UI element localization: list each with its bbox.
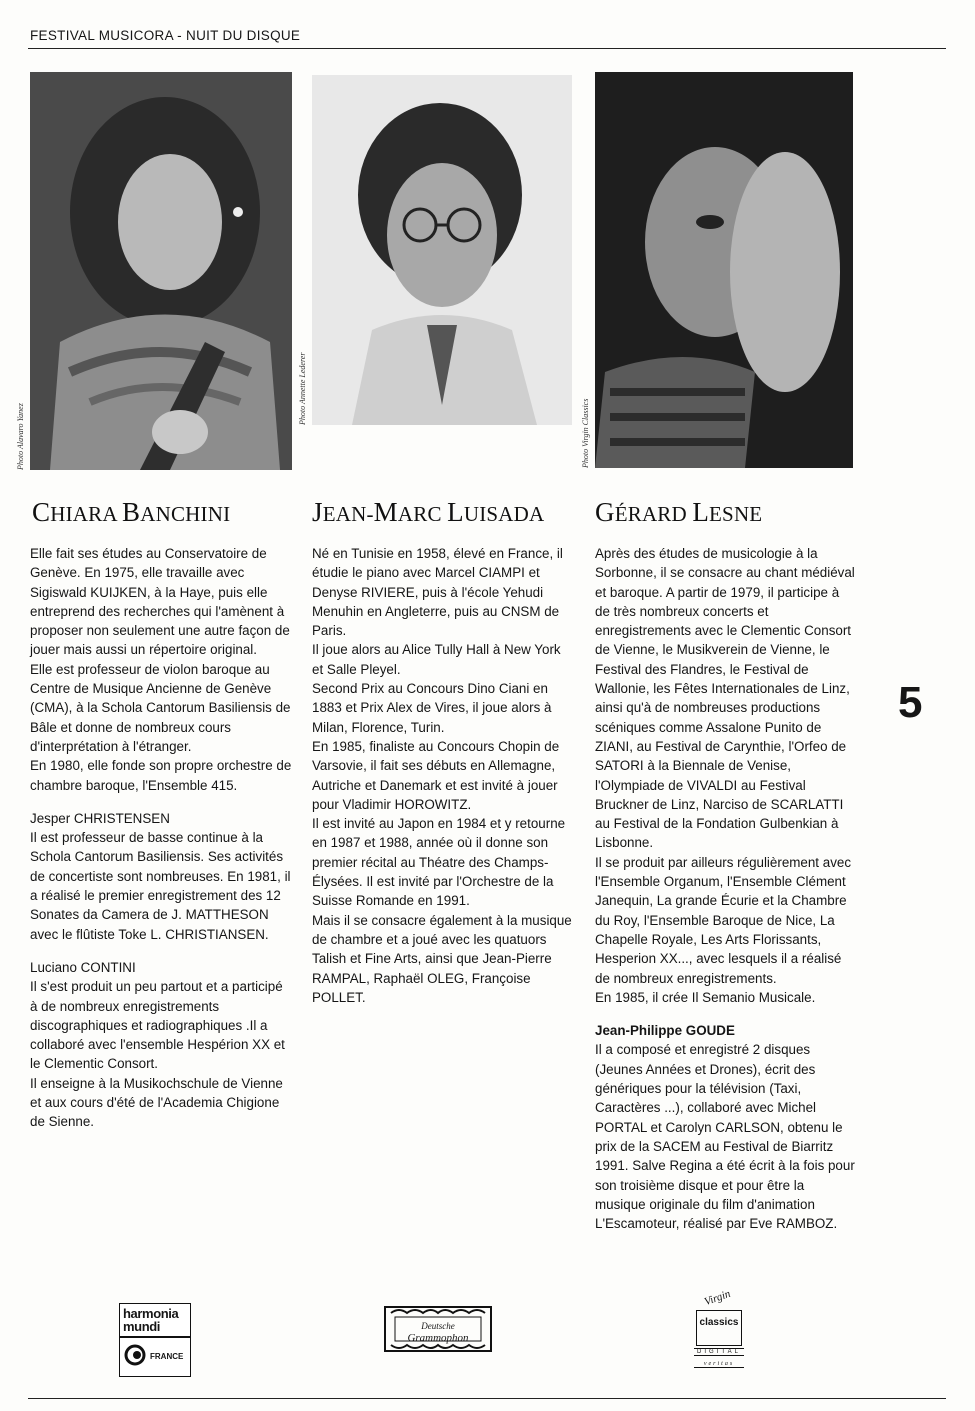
deutsche-grammophon-logo — [379, 1299, 497, 1359]
name-rest: EAN- — [322, 502, 374, 526]
artist-name-gerard-lesne — [595, 497, 762, 528]
bio-column-3 — [595, 544, 857, 1233]
photo-jean-marc-luisada — [312, 75, 572, 425]
photo-credit-1: Photo Alavaro Yanez — [16, 403, 25, 470]
logo-text: FRANCE — [150, 1352, 184, 1361]
name-cap: B — [122, 497, 141, 527]
bio-paragraph: Mais il se consacre également à la musique de chambre et a joué avec les quatuors Talish et Fine Arts, ainsi que Jean-Pierre RAMPAL, Raphaël OLEG, Françoise POLLET. — [312, 912, 572, 1005]
bio-paragraph: En 1980, elle fonde son propre orchestre de chambre baroque, l'Ensemble 415. — [30, 758, 292, 793]
portrait-woman-violin-icon — [30, 72, 292, 470]
bio-paragraph: Second Prix au Concours Dino Ciani en 1883 et Prix Alex de Vires, il joue alors à Milan, Florence, Turin. — [312, 681, 552, 735]
name-cap: L — [447, 497, 464, 527]
portrait-man-hand-icon — [595, 72, 853, 468]
name-cap: C — [32, 497, 51, 527]
artist-name-jean-marc-luisada — [312, 497, 544, 528]
harmonia-swirl-icon — [124, 1344, 146, 1366]
harmonia-mundi-logo — [119, 1303, 191, 1377]
bio-paragraph: Il s'est produit un peu partout et a participé à de nombreux enregistrements discographiques et radiographiques .Il a collaboré avec l'ensemble Hespérion XX et le Clementic Consort. — [30, 979, 285, 1072]
bio-paragraph: Elle fait ses études au Conservatoire de Genève. En 1975, elle travaille avec Sigiswald KUIJKEN, à la Haye, puis elle entreprend des recherches qui l'amènent à proposer non seulement une autre façon de jouer mais aussi un répertoire original. — [30, 546, 290, 658]
name-rest: ÉRARD — [614, 502, 693, 526]
name-cap: L — [692, 497, 710, 527]
bio-column-1 — [30, 544, 292, 1132]
logo-text: mundi — [123, 1319, 160, 1334]
header-rule — [28, 48, 946, 49]
musician-heading: Luciano CONTINI — [30, 959, 136, 975]
photo-credit-3: Photo Virgin Classics — [581, 398, 590, 468]
bio-paragraph: En 1985, il crée Il Semanio Musicale. — [595, 989, 816, 1005]
bio-paragraph: Il est professeur de basse continue à la Schola Cantorum Basiliensis. Ses activités de concertiste sont nombreuses. En 1981, il a réalisé le premier enregistrement des 12 Sonates da Camera de J. MATTHESON avec le flûtiste Toke L. CHRISTIANSEN. — [30, 830, 291, 942]
running-header: FESTIVAL MUSICORA - NUIT DU DISQUE — [30, 28, 301, 43]
logo-text: Virgin — [702, 1287, 733, 1309]
bio-paragraph: Il joue alors au Alice Tully Hall à New York et Salle Pleyel. — [312, 642, 561, 677]
classics-box — [696, 1310, 742, 1346]
page-number: 5 — [898, 678, 923, 727]
logo-text: harmonia — [123, 1306, 179, 1321]
name-rest: ANCHINI — [140, 502, 231, 526]
bio-paragraph: En 1985, finaliste au Concours Chopin de Varsovie, il fait ses débuts en Allemagne, Autriche et Danemark et est invité à jouer pour Vladimir HOROWITZ. — [312, 738, 560, 812]
name-rest: ARC — [397, 502, 448, 526]
bio-paragraph: Il enseigne à la Musikochschule de Vienne et aux cours d'été de l'Academia Chigione de Sienne. — [30, 1075, 283, 1130]
logo-divider — [120, 1336, 190, 1338]
artist-name-chiara-banchini — [32, 497, 230, 528]
name-rest: UISADA — [463, 502, 545, 526]
bio-paragraph: Elle est professeur de violon baroque au Centre de Musique Ancienne de Genève (CMA), à la Schola Cantorum Basiliensis de Bâle et donne de nombreux cours d'interprétation à l'étranger. — [30, 661, 291, 754]
name-cap: J — [312, 497, 323, 527]
bio-paragraph: Après des études de musicologie à la Sorbonne, il se consacre au chant médiéval et baroque. A partir de 1979, il participe à de très nombreux concerts et enregistrements avec le Clementic Consort de Vienne, le Musikverein de Vienne, le Festival des Flandres, le Festival de Wallonie, les Fêtes Internationales de Linz, ainsi qu'à de nombreuses productions scéniques comme Assalone Punito de ZIANI, au Festival de Carynthie, l'Orfeo de SATORI à la Biennale de Venise, l'Olympiade de VIVALDI au Festival Bruckner de Linz, Narciso de SCARLATTI au Festival de la Fondation Gulbenkian à Lisbonne. — [595, 546, 855, 851]
bio-paragraph: Il se produit par ailleurs régulièrement avec l'Ensemble Organum, l'Ensemble Clément Janequin, La grande Écurie et la Chambre du Roy, l'Ensemble Baroque de Nice, La Chapelle Royale, Les Arts Florissants, Hesperion XX..., avec lesquels il a réalisé de nombreux enregistrements. — [595, 854, 852, 986]
name-cap: M — [373, 497, 398, 527]
logo-text: Deutsche — [421, 1321, 455, 1331]
logo-text: Grammophon — [407, 1332, 469, 1344]
musician-heading: Jesper CHRISTENSEN — [30, 810, 170, 826]
name-cap: G — [595, 497, 615, 527]
footer-rule — [28, 1398, 946, 1399]
logo-text: veritas — [694, 1361, 744, 1368]
musician-heading: Jean-Philippe GOUDE — [595, 1023, 735, 1039]
bio-paragraph: Il est invité au Japon en 1984 et y retourne en 1987 et 1988, année où il donne son premier récital au Théatre des Champs-Élysées. Il est invité par l'Orchestre de la Suisse Romande en 1991. — [312, 816, 566, 909]
portrait-man-glasses-icon — [312, 75, 572, 425]
virgin-classics-logo — [690, 1287, 748, 1380]
name-rest: ESNE — [709, 502, 763, 526]
photo-credit-2: Photo Annette Lederer — [298, 352, 307, 425]
photo-gerard-lesne — [595, 72, 853, 468]
photo-chiara-banchini — [30, 72, 292, 470]
bio-paragraph: Il a composé et enregistré 2 disques (Jeunes Années et Drones), écrit des génériques pour la télévision (Taxi, Caractères ...), collaboré avec Michel PORTAL et Carolyn CARLSON, obtenu le prix de la SACEM au Festival de Biarritz 1991. Salve Regina a été écrit à la fois pour son troisième disque et pour être la musique originale du film d'animation L'Escamoteur, réalisé par Eve RAMBOZ. — [595, 1042, 855, 1232]
bio-paragraph: Né en Tunisie en 1958, élevé en France, il étudie le piano avec Marcel CIAMPI et Denyse RIVIERE, puis à l'école Yehudi Menuhin en Angleterre, puis au CNSM de Paris. — [312, 546, 563, 639]
logo-text: DIGITAL — [694, 1348, 744, 1356]
name-rest: HIARA — [50, 502, 123, 526]
logo-text: classics — [699, 1317, 739, 1328]
bio-column-2 — [312, 544, 574, 1007]
